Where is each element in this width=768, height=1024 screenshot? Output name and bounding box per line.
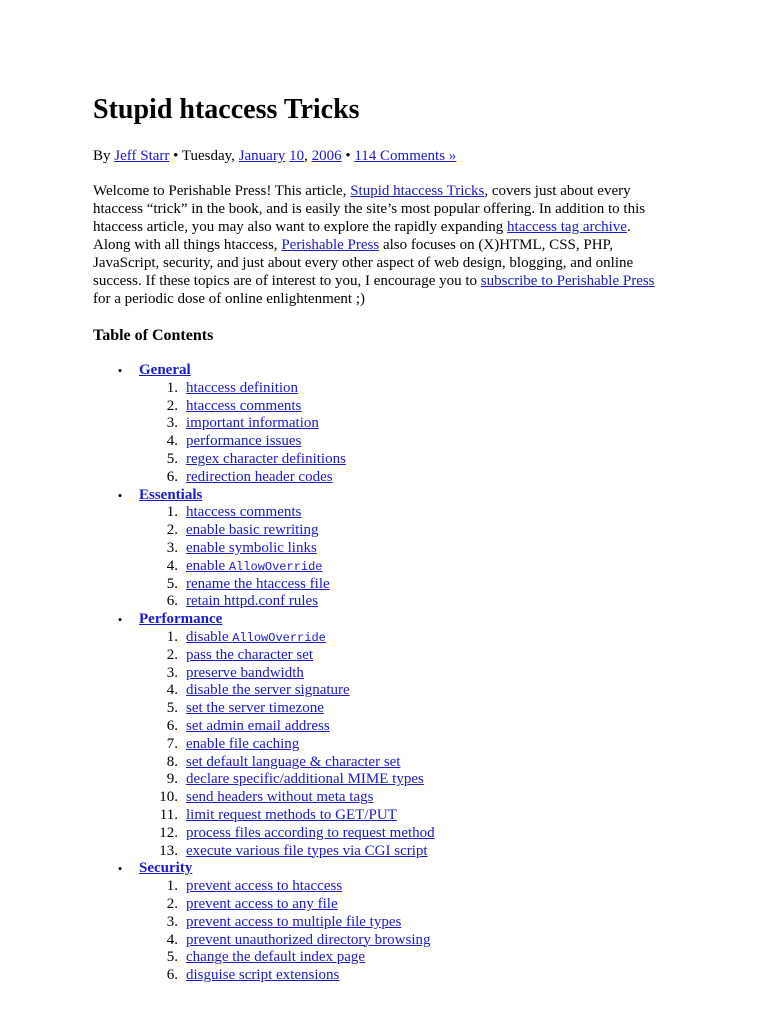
- site-link[interactable]: Perishable Press: [281, 237, 380, 253]
- toc-item-label: retain httpd.conf rules: [186, 593, 319, 610]
- toc-item-label: htaccess definition: [186, 379, 299, 396]
- toc-item-number: 3.: [166, 913, 178, 930]
- toc-item-link[interactable]: [186, 878, 342, 896]
- toc-item-link[interactable]: [186, 540, 317, 558]
- date-day-link[interactable]: 10: [289, 148, 305, 164]
- toc-item: [0, 665, 768, 683]
- toc-item: [0, 878, 768, 896]
- toc-item-number: 4.: [166, 557, 178, 574]
- toc-item: [0, 825, 768, 843]
- bullet-icon: •: [117, 487, 123, 503]
- toc-item-link[interactable]: [186, 967, 339, 985]
- toc-item-link[interactable]: [186, 398, 301, 416]
- bullet-icon: •: [117, 861, 123, 877]
- intro-text: .: [626, 219, 631, 235]
- toc-item-link[interactable]: [186, 896, 338, 914]
- toc-item: [0, 932, 768, 950]
- toc-section-link[interactable]: Security: [139, 860, 193, 877]
- toc-item-link[interactable]: [186, 665, 304, 683]
- intro-paragraph: [93, 182, 693, 308]
- intro-text: htaccess article, you may also want to explore the rapidly expanding: [93, 219, 508, 235]
- byline-separator: • Tuesday,: [169, 148, 239, 164]
- toc-item-link[interactable]: [186, 754, 400, 772]
- toc-item-number: 1.: [166, 379, 178, 396]
- intro-line: [93, 218, 693, 236]
- toc-item: [0, 789, 768, 807]
- toc-item-label: process files according to request method: [186, 824, 435, 841]
- toc-item-link[interactable]: [186, 380, 298, 398]
- toc-item-link[interactable]: [186, 522, 318, 540]
- date-comma: ,: [304, 148, 312, 164]
- intro-line: JavaScript, security, and just about every other aspect of web design, blogging, and online: [93, 255, 634, 271]
- toc-item-link[interactable]: [186, 558, 323, 577]
- toc-item-label: regex character definitions: [186, 450, 346, 467]
- tag-archive-link[interactable]: htaccess tag archive: [507, 219, 627, 235]
- toc-item-number: 3.: [166, 415, 178, 432]
- toc-section-link[interactable]: Performance: [139, 611, 223, 628]
- toc-item: [0, 415, 768, 433]
- toc-item-number: 5.: [166, 450, 178, 467]
- byline-prefix: By: [93, 148, 115, 164]
- article-link[interactable]: Stupid htaccess Tricks: [350, 183, 485, 199]
- toc-item-label: important information: [186, 415, 319, 432]
- intro-line: htaccess “trick” in the book, and is easily the site’s most popular offering. In addition to this: [93, 201, 646, 217]
- toc-item-number: 3.: [166, 664, 178, 681]
- toc-item-number: 1.: [166, 628, 178, 645]
- table-of-contents: [0, 362, 768, 985]
- intro-line: [93, 182, 693, 200]
- toc-item-link[interactable]: [186, 629, 326, 648]
- toc-item-number: 2.: [166, 522, 178, 539]
- toc-item-label: set admin email address: [186, 717, 330, 734]
- toc-item-number: 6.: [166, 468, 178, 485]
- toc-item-label: pass the character set: [186, 646, 314, 663]
- byline: [93, 147, 456, 165]
- intro-line: for a periodic dose of online enlightenment ;): [93, 291, 365, 307]
- toc-item-label: disguise script extensions: [186, 967, 340, 984]
- toc-item-number: 6.: [166, 717, 178, 734]
- toc-item-link[interactable]: [186, 949, 365, 967]
- toc-item-number: 1.: [166, 878, 178, 895]
- toc-item: [0, 682, 768, 700]
- toc-item-number: 2.: [166, 397, 178, 414]
- intro-text: success. If these topics are of interest to you, I encourage you to: [93, 273, 481, 289]
- toc-item-number: 10.: [159, 789, 178, 806]
- toc-item: [0, 433, 768, 451]
- toc-item-number: 3.: [166, 539, 178, 556]
- toc-item-label: redirection header codes: [186, 468, 333, 485]
- toc-item-link[interactable]: [186, 451, 346, 469]
- toc-item: [0, 540, 768, 558]
- toc-item: [0, 558, 768, 576]
- subscribe-link[interactable]: subscribe to Perishable Press: [480, 273, 655, 289]
- byline-separator: •: [341, 148, 355, 164]
- toc-item-number: 12.: [159, 824, 178, 841]
- toc-item-label: enable basic rewriting: [186, 522, 319, 539]
- toc-item-code: AllowOverride: [232, 630, 326, 645]
- toc-item: [0, 629, 768, 647]
- toc-item-link[interactable]: [186, 825, 435, 843]
- toc-item-number: 5.: [166, 700, 178, 717]
- toc-item: [0, 398, 768, 416]
- toc-item-link[interactable]: [186, 771, 424, 789]
- toc-item-link[interactable]: [186, 914, 401, 932]
- toc-item-number: 13.: [159, 842, 178, 859]
- toc-section: [0, 611, 768, 629]
- date-month-link[interactable]: January: [238, 148, 286, 164]
- toc-heading: Table of Contents: [93, 327, 214, 344]
- toc-item: [0, 807, 768, 825]
- article-title: Stupid htaccess Tricks: [93, 94, 360, 125]
- toc-item: [0, 967, 768, 985]
- toc-item: [0, 504, 768, 522]
- toc-item-label: set default language & character set: [186, 753, 401, 770]
- toc-item-label: enable symbolic links: [186, 539, 317, 556]
- intro-text: Welcome to Perishable Press! This article,: [93, 183, 351, 199]
- toc-item-label: execute various file types via CGI script: [186, 842, 428, 859]
- toc-item-code: AllowOverride: [228, 559, 323, 574]
- toc-item-label: change the default index page: [186, 949, 366, 966]
- toc-item-number: 5.: [166, 575, 178, 592]
- toc-item: [0, 700, 768, 718]
- toc-item-label: rename the htaccess file: [186, 575, 330, 592]
- comments-link[interactable]: 114 Comments »: [354, 148, 457, 164]
- toc-item: [0, 896, 768, 914]
- intro-text: , covers just about every: [484, 183, 631, 199]
- toc-item-label: prevent access to any file: [186, 895, 338, 912]
- toc-item-label: htaccess comments: [186, 397, 302, 414]
- toc-item-number: 6.: [166, 967, 178, 984]
- date-year-link[interactable]: 2006: [311, 148, 342, 164]
- toc-item-number: 8.: [166, 753, 178, 770]
- toc-item-number: 1.: [166, 504, 178, 521]
- toc-item: [0, 736, 768, 754]
- toc-section-link[interactable]: General: [139, 362, 191, 378]
- toc-item-number: 5.: [166, 949, 178, 966]
- toc-item-label: declare specific/additional MIME types: [186, 771, 424, 788]
- toc-item-link[interactable]: [186, 593, 318, 611]
- toc-item-number: 11.: [159, 806, 178, 823]
- toc-item-label: prevent unauthorized directory browsing: [186, 931, 431, 948]
- toc-item-label: prevent access to htaccess: [186, 878, 343, 895]
- author-link[interactable]: Jeff Starr: [114, 148, 170, 164]
- toc-section: [0, 860, 768, 878]
- toc-item-link[interactable]: [186, 718, 330, 736]
- toc-item-label: limit request methods to GET/PUT: [186, 806, 397, 823]
- toc-item: [0, 451, 768, 469]
- toc-item-label: performance issues: [186, 433, 302, 450]
- toc-item-number: 4.: [166, 433, 178, 450]
- toc-item-label: set the server timezone: [186, 700, 324, 717]
- toc-item-number: 7.: [166, 735, 178, 752]
- toc-section: [0, 487, 768, 505]
- toc-item-link[interactable]: [186, 504, 301, 522]
- toc-item: [0, 771, 768, 789]
- toc-section-link[interactable]: Essentials: [139, 486, 203, 503]
- toc-item-number: 4.: [166, 931, 178, 948]
- toc-item: [0, 718, 768, 736]
- toc-item-number: 2.: [166, 646, 178, 663]
- toc-item: [0, 914, 768, 932]
- toc-item-link[interactable]: [186, 789, 373, 807]
- toc-item: [0, 754, 768, 772]
- toc-item-label: disable the server signature: [186, 682, 350, 699]
- intro-text: Along with all things htaccess,: [93, 237, 282, 253]
- toc-item-link[interactable]: [186, 932, 431, 950]
- toc-item: [0, 469, 768, 487]
- toc-item: [0, 949, 768, 967]
- toc-item-link[interactable]: [186, 576, 330, 594]
- toc-item-number: 6.: [166, 593, 178, 610]
- toc-item-link[interactable]: [186, 433, 301, 451]
- toc-item: [0, 576, 768, 594]
- bullet-icon: •: [117, 612, 123, 628]
- toc-item: [0, 522, 768, 540]
- toc-item: [0, 843, 768, 861]
- toc-item: [0, 647, 768, 665]
- toc-item-link[interactable]: [186, 682, 350, 700]
- intro-line: [93, 236, 693, 254]
- toc-item-label: preserve bandwidth: [186, 664, 304, 681]
- toc-item-link[interactable]: [186, 736, 299, 754]
- toc-item-number: 9.: [166, 771, 178, 788]
- toc-item-label: send headers without meta tags: [186, 789, 374, 806]
- toc-item: [0, 380, 768, 398]
- toc-item-label: htaccess comments: [186, 504, 302, 521]
- toc-section: [0, 362, 768, 380]
- intro-line: [93, 272, 693, 290]
- toc-item-label: enable: [186, 557, 229, 574]
- toc-item-label: prevent access to multiple file types: [186, 913, 402, 930]
- toc-item-label: disable: [186, 628, 233, 645]
- toc-item-label: enable file caching: [186, 735, 300, 752]
- toc-item: [0, 593, 768, 611]
- toc-item-link[interactable]: [186, 647, 313, 665]
- toc-item-number: 2.: [166, 895, 178, 912]
- intro-text: also focuses on (X)HTML, CSS, PHP,: [379, 237, 613, 253]
- toc-item-link[interactable]: [186, 700, 324, 718]
- toc-item-link[interactable]: [186, 807, 397, 825]
- toc-item-number: 4.: [166, 682, 178, 699]
- toc-item-link[interactable]: [186, 469, 333, 487]
- bullet-icon: •: [117, 363, 123, 378]
- toc-item-link[interactable]: [186, 843, 428, 861]
- toc-item-link[interactable]: [186, 415, 319, 433]
